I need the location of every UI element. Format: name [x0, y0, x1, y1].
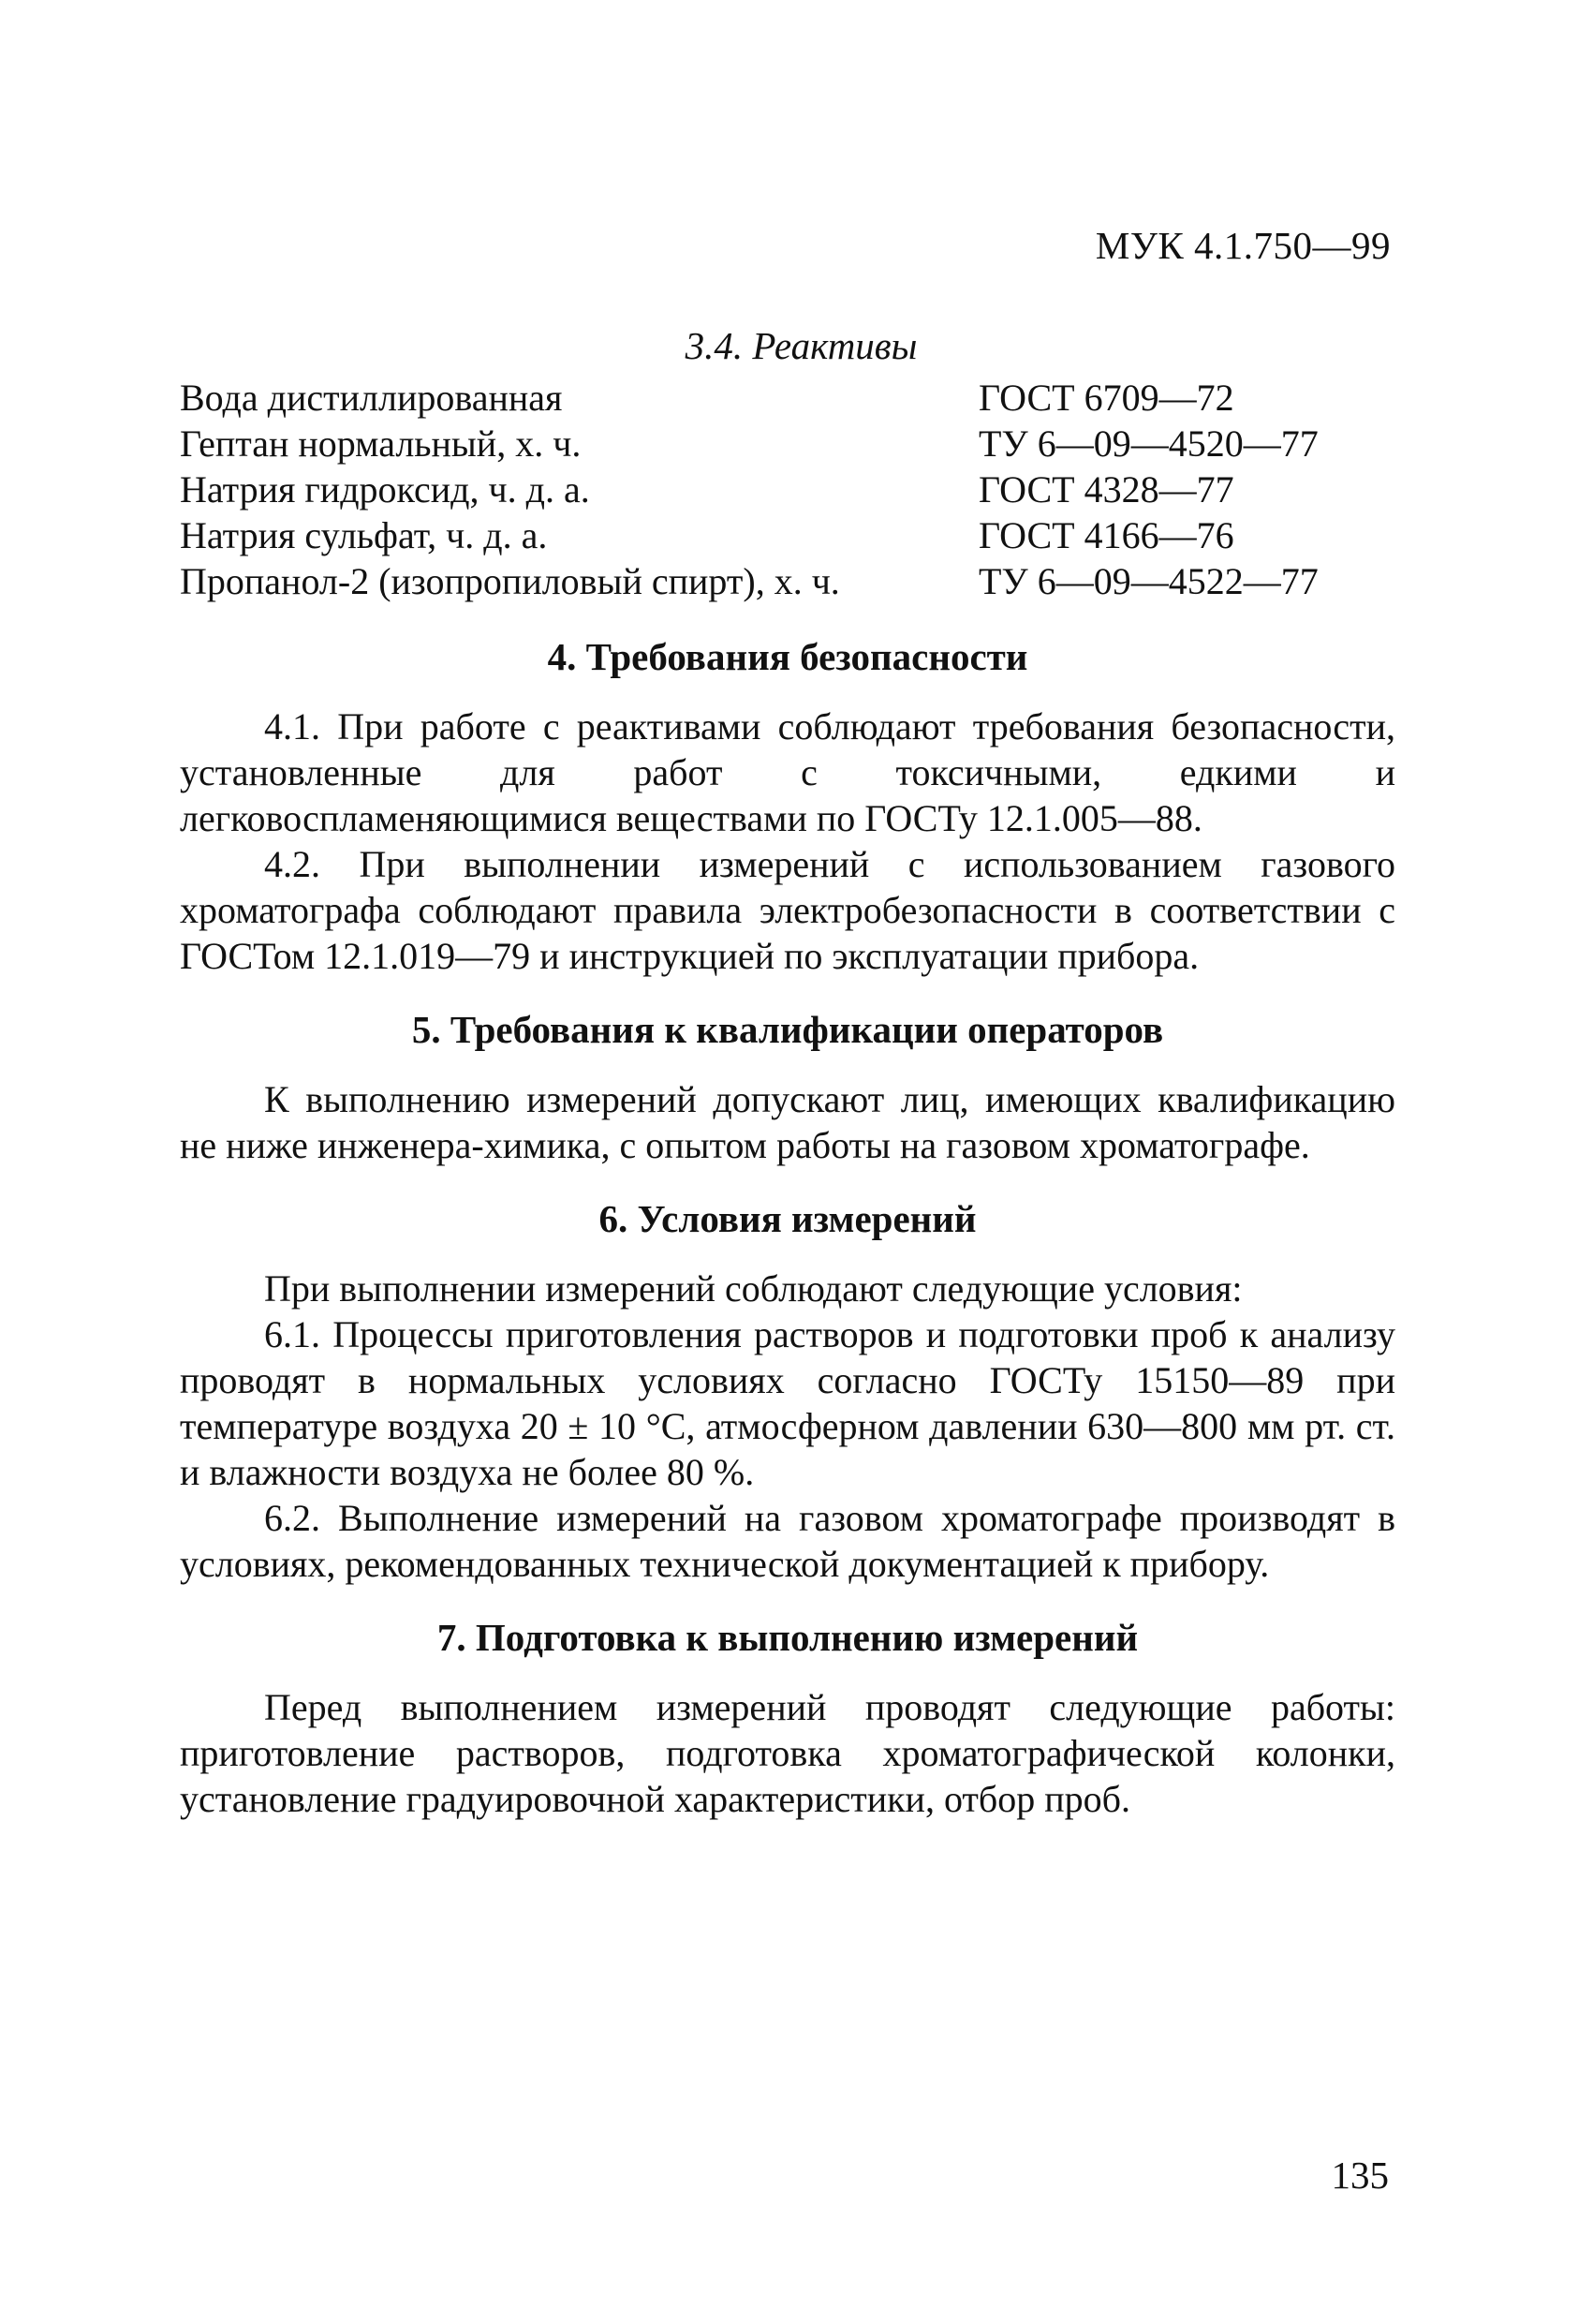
section-title: 6. Условия измерений: [598, 1197, 977, 1240]
reagent-name: Пропанол-2 (изопропиловый спирт), х. ч.: [180, 560, 840, 602]
reagents-list: [180, 375, 1397, 604]
page-number: 135: [1331, 2154, 1389, 2197]
section-safety: [180, 632, 1395, 979]
paragraph: 4.2. При выполнении измерений с использованием газового хроматографа соблюдают правила электробезопасности в соответствии с ГОСТом 12.1.019—79 и инструкцией по эксплуатации прибора.: [180, 843, 1395, 977]
section-title: 4. Требования безопасности: [547, 635, 1028, 678]
reagents-title: 3.4. Реактивы: [685, 324, 918, 367]
reagent-name: Гептан нормальный, х. ч.: [180, 422, 582, 465]
reagent-name: Натрия сульфат, ч. д. а.: [180, 514, 548, 556]
section-measurement-conditions: [180, 1194, 1395, 1587]
paragraph: 4.1. При работе с реактивами соблюдают требования безопасности, установленные для работ с токсичными, едкими и легковоспламеняющимися веществами по ГОСТу 12.1.005—88.: [180, 705, 1395, 839]
paragraph: Перед выполнением измерений проводят следующие работы: приготовление растворов, подготовка хроматографической колонки, установление градуировочной характеристики, отбор проб.: [180, 1686, 1395, 1820]
paragraph: К выполнению измерений допускают лиц, имеющих квалификацию не ниже инженера-химика, с опытом работы на газовом хроматографе.: [180, 1078, 1395, 1166]
reagent-name: Натрия гидроксид, ч. д. а.: [180, 468, 590, 511]
document-code: МУК 4.1.750—99: [1095, 224, 1391, 267]
section-preparation: [180, 1613, 1395, 1822]
reagent-standard: ГОСТ 4328—77: [979, 468, 1234, 511]
reagent-row: [180, 512, 1397, 558]
reagent-row: [180, 375, 1397, 421]
section-title: 5. Требования к квалификации операторов: [411, 1008, 1164, 1051]
paragraph: При выполнении измерений соблюдают следующие условия:: [264, 1267, 1243, 1310]
section-operator-qualification: [180, 1005, 1395, 1168]
reagent-row: [180, 558, 1397, 604]
reagent-row: [180, 421, 1397, 466]
reagent-standard: ТУ 6—09—4522—77: [979, 560, 1319, 602]
reagent-name: Вода дистиллированная: [180, 377, 563, 419]
document-body: [180, 632, 1395, 1848]
reagent-standard: ГОСТ 4166—76: [979, 514, 1234, 556]
reagent-row: [180, 466, 1397, 512]
reagent-standard: ГОСТ 6709—72: [979, 377, 1234, 419]
reagent-standard: ТУ 6—09—4520—77: [979, 422, 1319, 465]
section-title: 7. Подготовка к выполнению измерений: [436, 1616, 1139, 1659]
paragraph: 6.2. Выполнение измерений на газовом хроматографе производят в условиях, рекомендованных технической документацией к прибору.: [180, 1497, 1395, 1585]
paragraph: 6.1. Процессы приготовления растворов и подготовки проб к анализу проводят в нормальных условиях согласно ГОСТу 15150—89 при температуре воздуха 20 ± 10 °С, атмосферном давлении 630—800 мм рт. ст. и влажности воздуха не более 80 %.: [180, 1313, 1395, 1493]
